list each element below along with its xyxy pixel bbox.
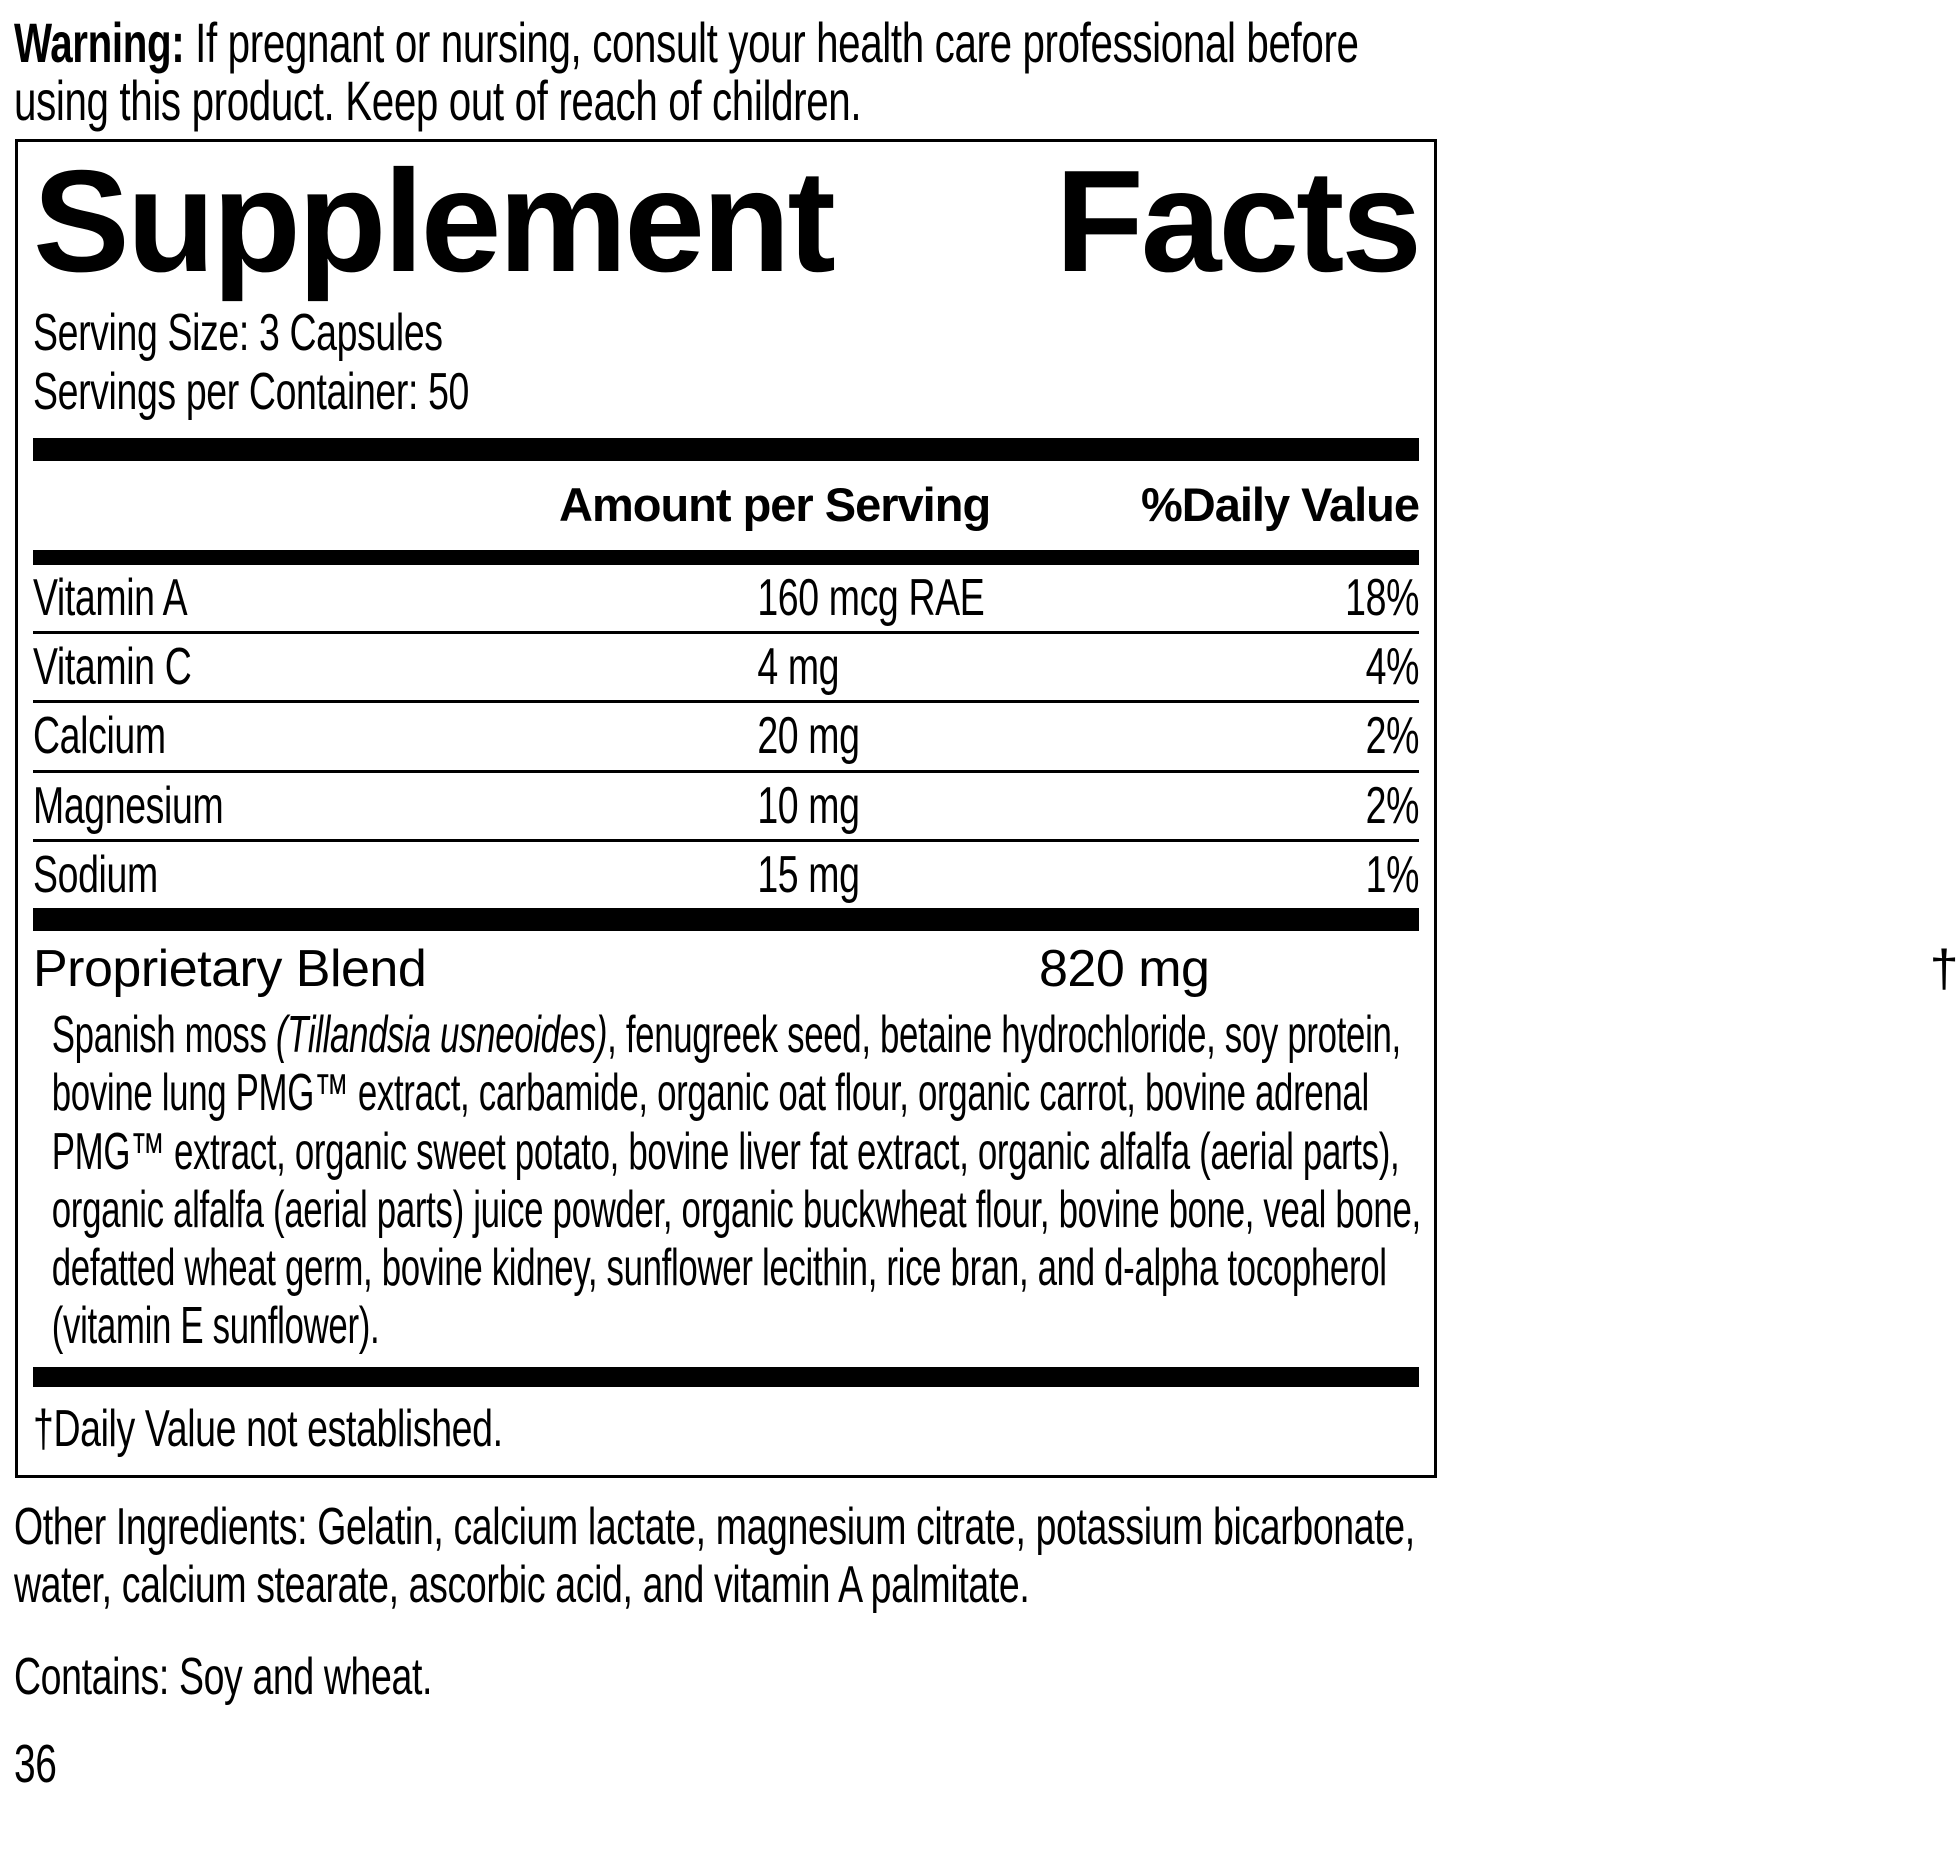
title-word-supplement: Supplement	[33, 140, 833, 303]
divider-bar-blend	[33, 908, 1419, 931]
blend-desc-suffix: , fenugreek seed, betaine hydrochloride, soy protein, bovine lung PMG™ extract, carbamide, organic oat flour, organic carrot, bovine adrenal PMG™ extract, organic sweet potato, bovine liver fat extract, organic alfalfa (aerial parts), organic alfalfa (aerial parts) juice powder, organic buckwheat flour, bovine bone, veal bone, defatted wheat germ, bovine kidney, sunflower lecithin, rice bran, and d-alpha tocopherol (vitamin E sunflower).	[51, 1006, 1421, 1356]
nutrient-amount: 4 mg	[757, 638, 840, 697]
amount-per-serving-header: Amount per Serving	[559, 477, 991, 531]
allergen-contains-text: Contains: Soy and wheat.	[14, 1648, 433, 1707]
nutrient-daily-value: 2%	[1365, 707, 1419, 766]
divider-bar-header	[33, 550, 1419, 565]
nutrient-name: Calcium	[33, 707, 166, 766]
nutrient-amount: 15 mg	[757, 845, 860, 904]
blend-name: Proprietary Blend	[33, 939, 427, 998]
blend-desc-prefix: Spanish moss	[51, 1006, 276, 1065]
table-row-calcium	[33, 703, 1419, 772]
nutrient-name: Vitamin A	[33, 568, 188, 627]
warning-body: If pregnant or nursing, consult your health care professional before using this product. Keep out of reach of children.	[14, 11, 1359, 132]
proprietary-blend-row	[33, 931, 1958, 998]
title-word-facts: Facts	[1055, 140, 1419, 303]
nutrient-daily-value: 2%	[1365, 776, 1419, 835]
blend-ingredients-text	[33, 1006, 1438, 1355]
servings-per-container: Servings per Container: 50	[33, 363, 470, 422]
other-ingredients-text: Other Ingredients: Gelatin, calcium lactate, magnesium citrate, potassium bicarbonate, water, calcium stearate, ascorbic acid, and vitamin A palmitate.	[14, 1497, 1415, 1615]
nutrient-daily-value: 1%	[1365, 845, 1419, 904]
table-header-row	[33, 461, 1419, 550]
nutrient-amount: 10 mg	[757, 776, 860, 835]
table-row-vitamin-c	[33, 634, 1419, 703]
page-number: 36	[14, 1734, 57, 1795]
table-row-sodium	[33, 842, 1419, 908]
nutrient-amount: 20 mg	[757, 707, 860, 766]
nutrient-amount: 160 mcg RAE	[757, 568, 985, 627]
supplement-label-page	[0, 11, 1958, 1866]
panel-title	[33, 140, 1419, 303]
warning-text	[14, 11, 1436, 132]
nutrient-name: Sodium	[33, 845, 158, 904]
blend-amount: 820 mg	[1039, 939, 1210, 998]
daily-value-header: %Daily Value	[1141, 477, 1419, 531]
blend-desc-latin-name: (Tillandsia usneoides)	[275, 1006, 608, 1065]
supplement-facts-panel	[15, 139, 1958, 1477]
divider-bar-footnote	[33, 1367, 1419, 1387]
nutrient-daily-value: 4%	[1365, 638, 1419, 697]
nutrient-name: Magnesium	[33, 776, 224, 835]
nutrient-name: Vitamin C	[33, 638, 192, 697]
daily-value-footnote: †Daily Value not established.	[33, 1400, 503, 1459]
table-row-vitamin-a	[33, 565, 1419, 634]
serving-size: Serving Size: 3 Capsules	[33, 304, 443, 363]
warning-label: Warning:	[14, 11, 185, 74]
serving-info	[33, 304, 1419, 422]
blend-daily-value-dagger: †	[1929, 939, 1958, 998]
divider-bar-top	[33, 438, 1419, 461]
nutrient-daily-value: 18%	[1345, 568, 1419, 627]
table-row-magnesium	[33, 773, 1419, 842]
